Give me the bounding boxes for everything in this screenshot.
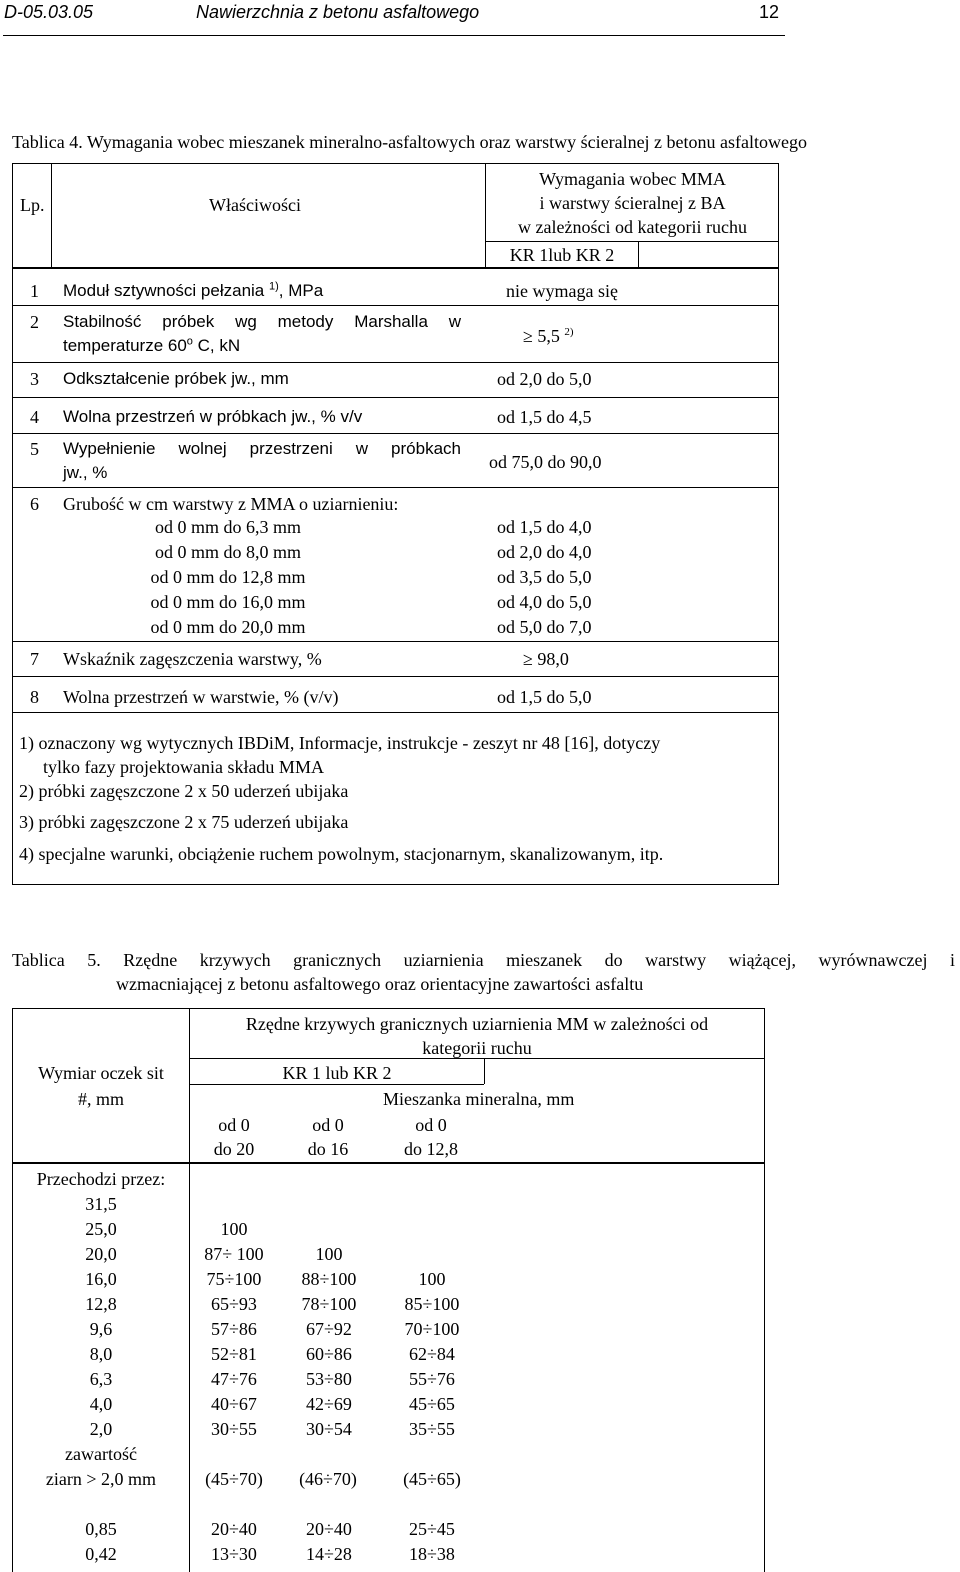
grading-value: 100	[418, 1269, 446, 1289]
row6-values	[497, 515, 592, 640]
doc-code: D-05.03.05	[4, 2, 94, 22]
t5-col2-values	[291, 1192, 367, 1442]
grading-value: 88÷100	[301, 1269, 357, 1289]
row3-lp: 3	[30, 369, 39, 389]
t5-head-main-line1: Rzędne krzywych granicznych uziarnienia MM w zależności od	[245, 1014, 709, 1034]
row8-value: od 1,5 do 5,0	[497, 687, 592, 707]
grading-value: 65÷93	[211, 1294, 257, 1314]
grading-value: 30÷55	[211, 1419, 257, 1439]
row7-property: Wskaźnik zagęszczenia warstwy, %	[63, 649, 322, 669]
row2-value: ≥ 5,5 $^{2)}$	[523, 326, 574, 346]
t5-content-col1: (45÷70)	[205, 1469, 263, 1489]
grading-value: 85÷100	[404, 1294, 460, 1314]
grading-value	[394, 1192, 470, 1217]
sieve-size: 9,6	[89, 1319, 113, 1339]
row7-lp: 7	[30, 649, 39, 669]
grading-value: 55÷76	[409, 1369, 455, 1389]
grading-value: 40÷67	[211, 1394, 257, 1414]
row2-property-line2: temperaturze 60$^o$ C, kN	[63, 335, 241, 355]
col-requirements-line1: Wymagania wobec MMA	[539, 169, 726, 189]
grading-value: 30÷54	[306, 1419, 352, 1439]
table5-caption-line2: wzmacniającej z betonu asfaltowego oraz orientacyjne zawartości asfaltu	[116, 974, 644, 994]
thickness-value: od 5,0 do 7,0	[497, 617, 592, 637]
grading-value: 13÷30	[211, 1544, 257, 1564]
grading-value	[291, 1192, 367, 1217]
sieve-size: 31,5	[85, 1194, 117, 1214]
row6-property: Grubość w cm warstwy z MMA o uziarnieniu:	[63, 494, 399, 514]
t5-content-label-line2: ziarn > 2,0 mm	[45, 1469, 157, 1489]
sieve-size: 25,0	[85, 1219, 117, 1239]
sieve-size: 0,85	[85, 1519, 117, 1539]
sieve-size: 4,0	[89, 1394, 113, 1414]
t5-content-label-line1: zawartość	[65, 1444, 137, 1464]
row2-lp: 2	[30, 312, 39, 332]
col-properties: Właściwości	[209, 195, 301, 215]
thickness-value: od 4,0 do 5,0	[497, 592, 592, 612]
grading-value: 25÷45	[409, 1519, 455, 1539]
row1-lp: 1	[30, 281, 39, 301]
grading-value: 100	[220, 1219, 248, 1239]
grading-value: 78÷100	[301, 1294, 357, 1314]
grading-value: 75÷100	[206, 1269, 262, 1289]
doc-title: Nawierzchnia z betonu asfaltowego	[196, 2, 480, 22]
gradation-item: od 0 mm do 8,0 mm	[154, 542, 301, 562]
t5-col1-head-line2: do 20	[213, 1139, 255, 1159]
t5-col1-values	[197, 1192, 271, 1442]
t5-fine-col2	[291, 1517, 367, 1567]
sieve-size: 20,0	[85, 1244, 117, 1264]
grading-value: 20÷40	[306, 1519, 352, 1539]
grading-value: 35÷55	[409, 1419, 455, 1439]
t5-col3-head-line2: do 12,8	[404, 1139, 458, 1159]
gradation-item: od 0 mm do 16,0 mm	[150, 592, 306, 612]
grading-value: 62÷84	[409, 1344, 455, 1364]
grading-value: 67÷92	[306, 1319, 352, 1339]
gradation-item: od 0 mm do 20,0 mm	[150, 617, 306, 637]
grading-value: 60÷86	[306, 1344, 352, 1364]
grading-value: 70÷100	[404, 1319, 460, 1339]
row3-property: Odkształcenie próbek jw., mm	[63, 369, 289, 388]
footnote-2: 2) próbki zagęszczone 2 x 50 uderzeń ubijaka	[19, 781, 349, 801]
grading-value: 53÷80	[306, 1369, 352, 1389]
row5-lp: 5	[30, 439, 39, 459]
sieve-size: 16,0	[85, 1269, 117, 1289]
t5-head-mixture: Mieszanka mineralna, mm	[383, 1089, 575, 1109]
t5-fine-col1	[197, 1517, 271, 1567]
row1-value: nie wymaga się	[506, 281, 618, 301]
row5-property-line1: Wypełnienie wolnej przestrzeni w próbkach	[63, 439, 461, 458]
grading-value: 18÷38	[409, 1544, 455, 1564]
grading-value: 57÷86	[211, 1319, 257, 1339]
t5-col1-head-line1: od 0	[218, 1115, 250, 1135]
t5-head-sieve-line2: #, mm	[77, 1089, 124, 1109]
footnote-3: 3) próbki zagęszczone 2 x 75 uderzeń ubijaka	[19, 812, 349, 832]
t5-head-main-line2: kategorii ruchu	[422, 1038, 532, 1058]
row4-lp: 4	[30, 407, 39, 427]
t5-content-col2: (46÷70)	[299, 1469, 357, 1489]
sieve-size: 12,8	[85, 1294, 117, 1314]
grading-value	[291, 1217, 367, 1242]
gradation-item: od 0 mm do 12,8 mm	[150, 567, 306, 587]
row6-lp: 6	[30, 494, 39, 514]
sieve-size: 0,42	[85, 1544, 117, 1564]
row8-lp: 8	[30, 687, 39, 707]
header-rule	[3, 35, 785, 36]
grading-value: 87÷ 100	[204, 1244, 264, 1264]
grading-value: 14÷28	[306, 1544, 352, 1564]
table4-caption: Tablica 4. Wymagania wobec mieszanek mineralno-asfaltowych oraz warstwy ścieralnej z betonu asfaltowego	[12, 132, 808, 152]
t5-head-traffic: KR 1 lub KR 2	[282, 1063, 392, 1083]
thickness-value: od 3,5 do 5,0	[497, 567, 592, 587]
t5-fine-sieves	[13, 1517, 189, 1567]
row8-property: Wolna przestrzeń w warstwie, % (v/v)	[63, 687, 339, 707]
col-lp: Lp.	[20, 195, 45, 215]
row2-property-line1: Stabilność próbek wg metody Marshalla w	[63, 312, 461, 331]
grading-value: 42÷69	[306, 1394, 352, 1414]
row5-property-line2: jw., %	[63, 463, 108, 482]
row1-property: Moduł sztywności pełzania $^{1)}$, MPa	[63, 280, 324, 300]
grading-value	[197, 1192, 271, 1217]
table5-caption-line1: Tablica 5. Rzędne krzywych granicznych uziarnienia mieszanek do warstwy wiążącej, wyrównawczej i	[12, 950, 955, 970]
t5-col2-head-line1: od 0	[312, 1115, 344, 1135]
grading-value: 45÷65	[409, 1394, 455, 1414]
grading-value: 52÷81	[211, 1344, 257, 1364]
row3-value: od 2,0 do 5,0	[497, 369, 592, 389]
row7-value: ≥ 98,0	[523, 649, 569, 669]
row6-gradations	[63, 515, 393, 640]
col-traffic-category: KR 1lub KR 2	[509, 245, 615, 265]
t5-sieve-list	[13, 1192, 189, 1442]
row5-value: od 75,0 do 90,0	[489, 452, 602, 472]
page-number: 12	[759, 2, 780, 22]
footnote-4: 4) specjalne warunki, obciążenie ruchem powolnym, stacjonarnym, skanalizowanym, itp.	[19, 844, 664, 864]
t5-col3-head-line1: od 0	[415, 1115, 447, 1135]
thickness-value: od 1,5 do 4,0	[497, 517, 592, 537]
footnote-1: 1) oznaczony wg wytycznych IBDiM, Informacje, instrukcje - zeszyt nr 48 [16], dotyczy	[19, 733, 661, 753]
t5-fine-col3	[394, 1517, 470, 1567]
row4-value: od 1,5 do 4,5	[497, 407, 592, 427]
sieve-size: 8,0	[89, 1344, 113, 1364]
grading-value	[394, 1242, 470, 1267]
grading-value: 20÷40	[211, 1519, 257, 1539]
sieve-size: 2,0	[89, 1419, 113, 1439]
t5-content-col3: (45÷65)	[403, 1469, 461, 1489]
t5-col2-head-line2: do 16	[307, 1139, 349, 1159]
t5-head-sieve-line1: Wymiar oczek sit	[38, 1063, 164, 1083]
grading-value: 47÷76	[211, 1369, 257, 1389]
thickness-value: od 2,0 do 4,0	[497, 542, 592, 562]
footnote-1-cont: tylko fazy projektowania składu MMA	[43, 757, 324, 777]
col-requirements-line3: w zależności od kategorii ruchu	[518, 217, 747, 237]
col-requirements-line2: i warstwy ścieralnej z BA	[539, 193, 726, 213]
gradation-item: od 0 mm do 6,3 mm	[154, 517, 301, 537]
grading-value: 100	[315, 1244, 343, 1264]
sieve-size: 6,3	[89, 1369, 113, 1389]
t5-passes-label: Przechodzi przez:	[36, 1169, 166, 1189]
grading-value	[394, 1217, 470, 1242]
row4-property: Wolna przestrzeń w próbkach jw., % v/v	[63, 407, 363, 426]
t5-col3-values	[394, 1192, 470, 1442]
